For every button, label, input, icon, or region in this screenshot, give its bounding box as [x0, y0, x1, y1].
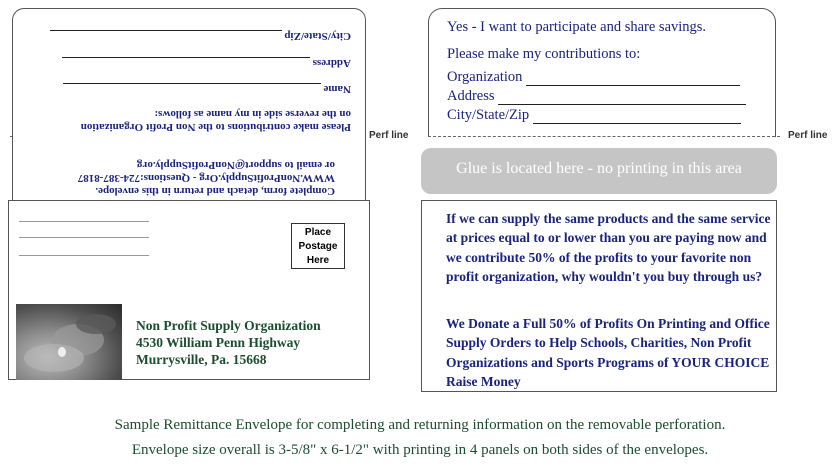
- org-label: Organization: [447, 69, 523, 85]
- right-city-line: [533, 110, 741, 124]
- postage-line3: Here: [306, 255, 330, 266]
- org-street: 4530 William Penn Highway: [136, 335, 301, 350]
- return-line-1: [19, 221, 149, 222]
- left-perf-label: Perf line: [369, 130, 409, 141]
- hands-photo: [16, 304, 122, 380]
- left-instruction-content: [13, 136, 365, 200]
- caption-line-1: Sample Remittance Envelope for completing and returning information on the removable perforation.: [114, 417, 726, 433]
- right-flap-subtitle: Please make my contributions to:: [447, 46, 641, 62]
- city-line: [50, 30, 282, 44]
- address-line: [62, 57, 310, 71]
- right-perf-label: Perf line: [788, 130, 828, 141]
- instr-line2: WWW.NonProfitSupply.Org - Questions:724-387-8187: [77, 172, 335, 184]
- name-label: Name: [323, 83, 351, 95]
- instr-line1: Complete form, detach and return in this envelope.: [95, 185, 335, 197]
- return-line-2: [19, 237, 149, 238]
- postage-box: [291, 223, 345, 269]
- left-flap-content: [13, 9, 365, 137]
- instr-line3: or email to support@NonProfitSupply.org: [136, 159, 335, 171]
- postage-line2: Postage: [298, 241, 338, 252]
- left-flap-city-row: [50, 30, 351, 44]
- org-city: Murrysville, Pa. 15668: [136, 352, 267, 367]
- left-flap-line2: on the reverse side in my name as follows:: [154, 108, 351, 120]
- back-paragraph-1: If we can supply the same products and the same service at prices equal to or lower than you are paying now and we contribute 50% of the profits to your favorite non profit organization, why wouldn't you buy through us?: [446, 211, 771, 284]
- hands-photo-art: [16, 304, 122, 380]
- org-row: [447, 69, 740, 86]
- left-flap-line1: Please make contributions to the Non Profit Organization: [80, 121, 351, 133]
- city-label: City/State/Zip: [284, 30, 351, 42]
- postage-line1: Place: [304, 227, 332, 238]
- right-city-label: City/State/Zip: [447, 107, 530, 123]
- right-address-label: Address: [447, 88, 495, 104]
- left-reply-flap: [12, 8, 366, 137]
- envelope-back: [421, 200, 777, 392]
- glue-text: Glue is located here - no printing in this area: [456, 160, 742, 177]
- envelope-front: [8, 200, 370, 380]
- name-line: [63, 83, 321, 97]
- right-flap-title: Yes - I want to participate and share savings.: [447, 19, 707, 35]
- caption-line-2: Envelope size overall is 3-5/8" x 6-1/2" with printing in 4 panels on both sides of the envelopes.: [131, 442, 709, 458]
- right-address-line: [498, 91, 746, 105]
- back-paragraph-2: We Donate a Full 50% of Profits On Printing and Office Supply Orders to Help Schools, Charities, Non Profit Organizations and Sports Programs of YOUR CHOICE Raise Money: [446, 316, 770, 389]
- right-perf-line: [428, 136, 780, 137]
- left-instruction-flap: [12, 136, 366, 200]
- right-address-row: [447, 88, 746, 105]
- address-label: Address: [312, 57, 351, 69]
- right-reply-flap: [428, 8, 776, 137]
- return-line-3: [19, 255, 149, 256]
- left-flap-name-row: [63, 83, 351, 97]
- org-name: Non Profit Supply Organization: [136, 318, 321, 333]
- right-city-row: [447, 107, 741, 124]
- left-flap-address-row: [62, 57, 351, 71]
- org-line: [526, 72, 740, 86]
